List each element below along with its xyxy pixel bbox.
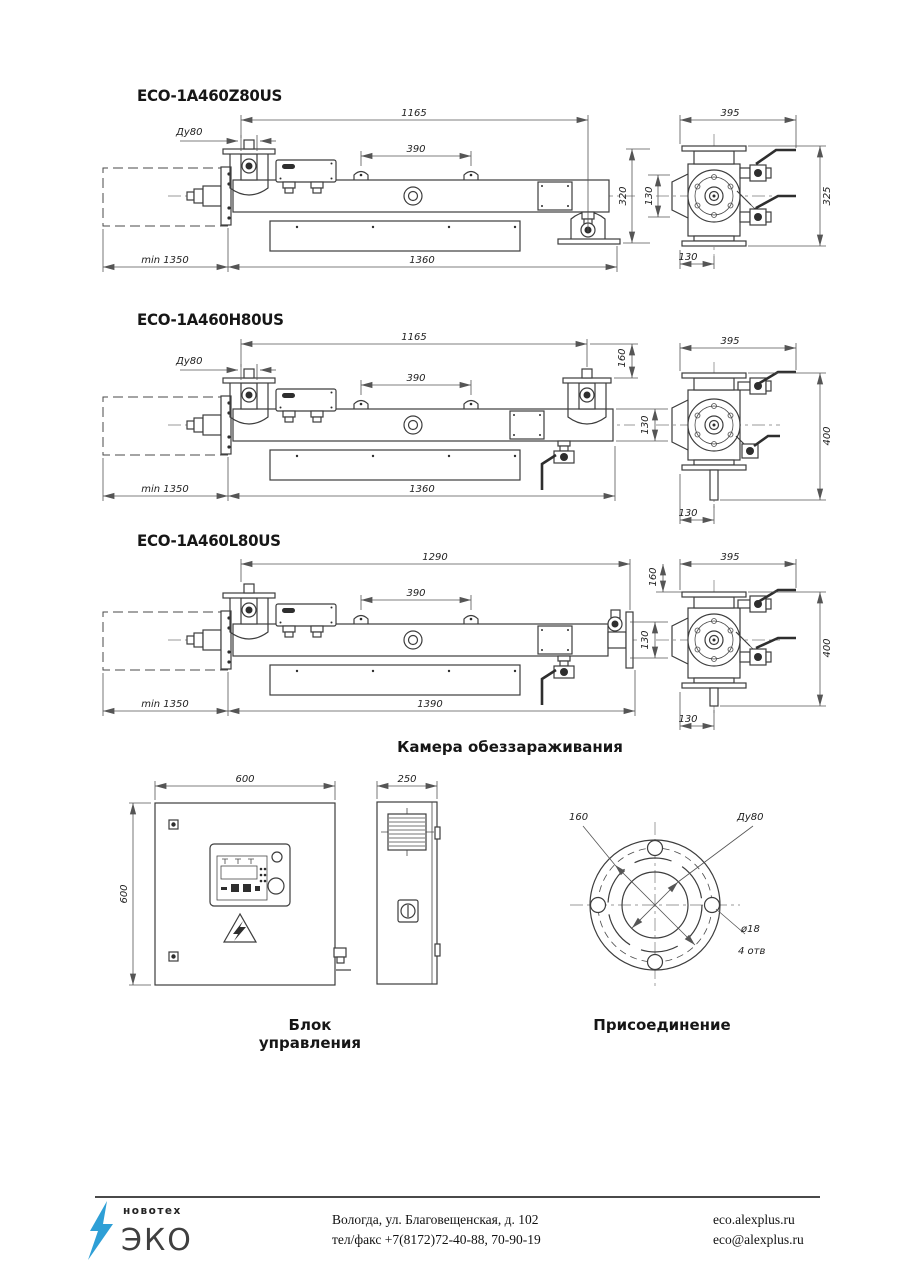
dim-side-height: 325 (822, 186, 833, 206)
dim-min-left: min 1350 (141, 484, 189, 495)
chamber-caption: Камера обеззараживания (397, 738, 623, 756)
dim-side-width: 395 (720, 552, 740, 563)
dim-span: 390 (406, 588, 426, 599)
power-switch (398, 900, 418, 922)
dim-outlet-height: 160 (617, 348, 628, 368)
dim-inlet: Ду80 (176, 127, 203, 138)
footer-address (332, 1210, 541, 1250)
dim-axis-offset: 130 (644, 186, 655, 206)
flange-drawing (545, 782, 845, 1017)
connection-caption: Присоединение (593, 1016, 731, 1034)
logo-text-main: ЭКО (121, 1223, 193, 1258)
footer-divider (95, 1196, 820, 1198)
chamber-drawing-h80 (90, 328, 900, 538)
footer-email[interactable]: eco@alexplus.ru (713, 1232, 804, 1247)
dim-height: 320 (618, 186, 629, 206)
side-view (656, 336, 833, 524)
address-line-1: Вологда, ул. Благовещенская, д. 102 (332, 1212, 539, 1227)
dim-outlet-height: 160 (648, 567, 659, 587)
control-panel (210, 844, 290, 906)
dim-side-height: 400 (822, 638, 833, 658)
company-logo (85, 1200, 205, 1262)
dim-span: 390 (406, 373, 426, 384)
drawing-title-z80: ECO-1A460Z80US (137, 86, 283, 105)
front-view (103, 552, 684, 716)
dim-side-width: 395 (720, 336, 740, 347)
dim-length-top: 1165 (401, 108, 427, 119)
side-view (656, 108, 833, 269)
chamber-drawing-l80 (90, 548, 900, 748)
dim-hole-dia: ø18 (741, 924, 760, 935)
logo-text-top: новотех (123, 1205, 182, 1217)
footer-site[interactable]: eco.alexplus.ru (713, 1212, 795, 1227)
dim-cabinet-width: 600 (235, 774, 255, 785)
dim-bolt-circle: 160 (569, 812, 589, 823)
dim-length-bottom: 1360 (409, 484, 435, 495)
address-line-2: тел/факс +7(8172)72-40-88, 70-90-19 (332, 1232, 541, 1247)
dim-span: 390 (406, 144, 426, 155)
dim-side-foot: 130 (678, 252, 698, 263)
control-unit-drawing (105, 772, 465, 1022)
dim-nominal: Ду80 (737, 812, 764, 823)
dim-inlet: Ду80 (176, 356, 203, 367)
dim-side-height: 400 (822, 426, 833, 446)
dim-axis-offset: 130 (640, 415, 651, 435)
drawing-title-h80: ECO-1A460H80US (137, 310, 284, 329)
dim-length-bottom: 1360 (409, 255, 435, 266)
dim-hole-count: 4 отв (738, 946, 766, 957)
front-view (103, 108, 670, 272)
control-unit-caption: Блок управления (258, 1016, 362, 1052)
chamber-drawing-z80 (90, 104, 900, 309)
footer-contacts (713, 1210, 804, 1250)
dim-side-width: 395 (720, 108, 740, 119)
front-view (103, 332, 668, 501)
dim-min-left: min 1350 (141, 255, 189, 266)
dim-min-left: min 1350 (141, 699, 189, 710)
dim-cabinet-depth: 250 (397, 774, 417, 785)
dim-length-top: 1290 (422, 552, 448, 563)
dim-side-foot: 130 (678, 714, 698, 725)
dim-length-top: 1165 (401, 332, 427, 343)
dim-length-bottom: 1390 (417, 699, 443, 710)
dim-cabinet-height: 600 (119, 884, 130, 904)
drawing-title-l80: ECO-1A460L80US (137, 531, 281, 550)
dim-side-foot: 130 (678, 508, 698, 519)
side-view (656, 552, 833, 730)
lightning-bolt-icon (88, 1201, 113, 1260)
vent-grille (381, 808, 434, 856)
dim-axis-offset: 130 (640, 630, 651, 650)
